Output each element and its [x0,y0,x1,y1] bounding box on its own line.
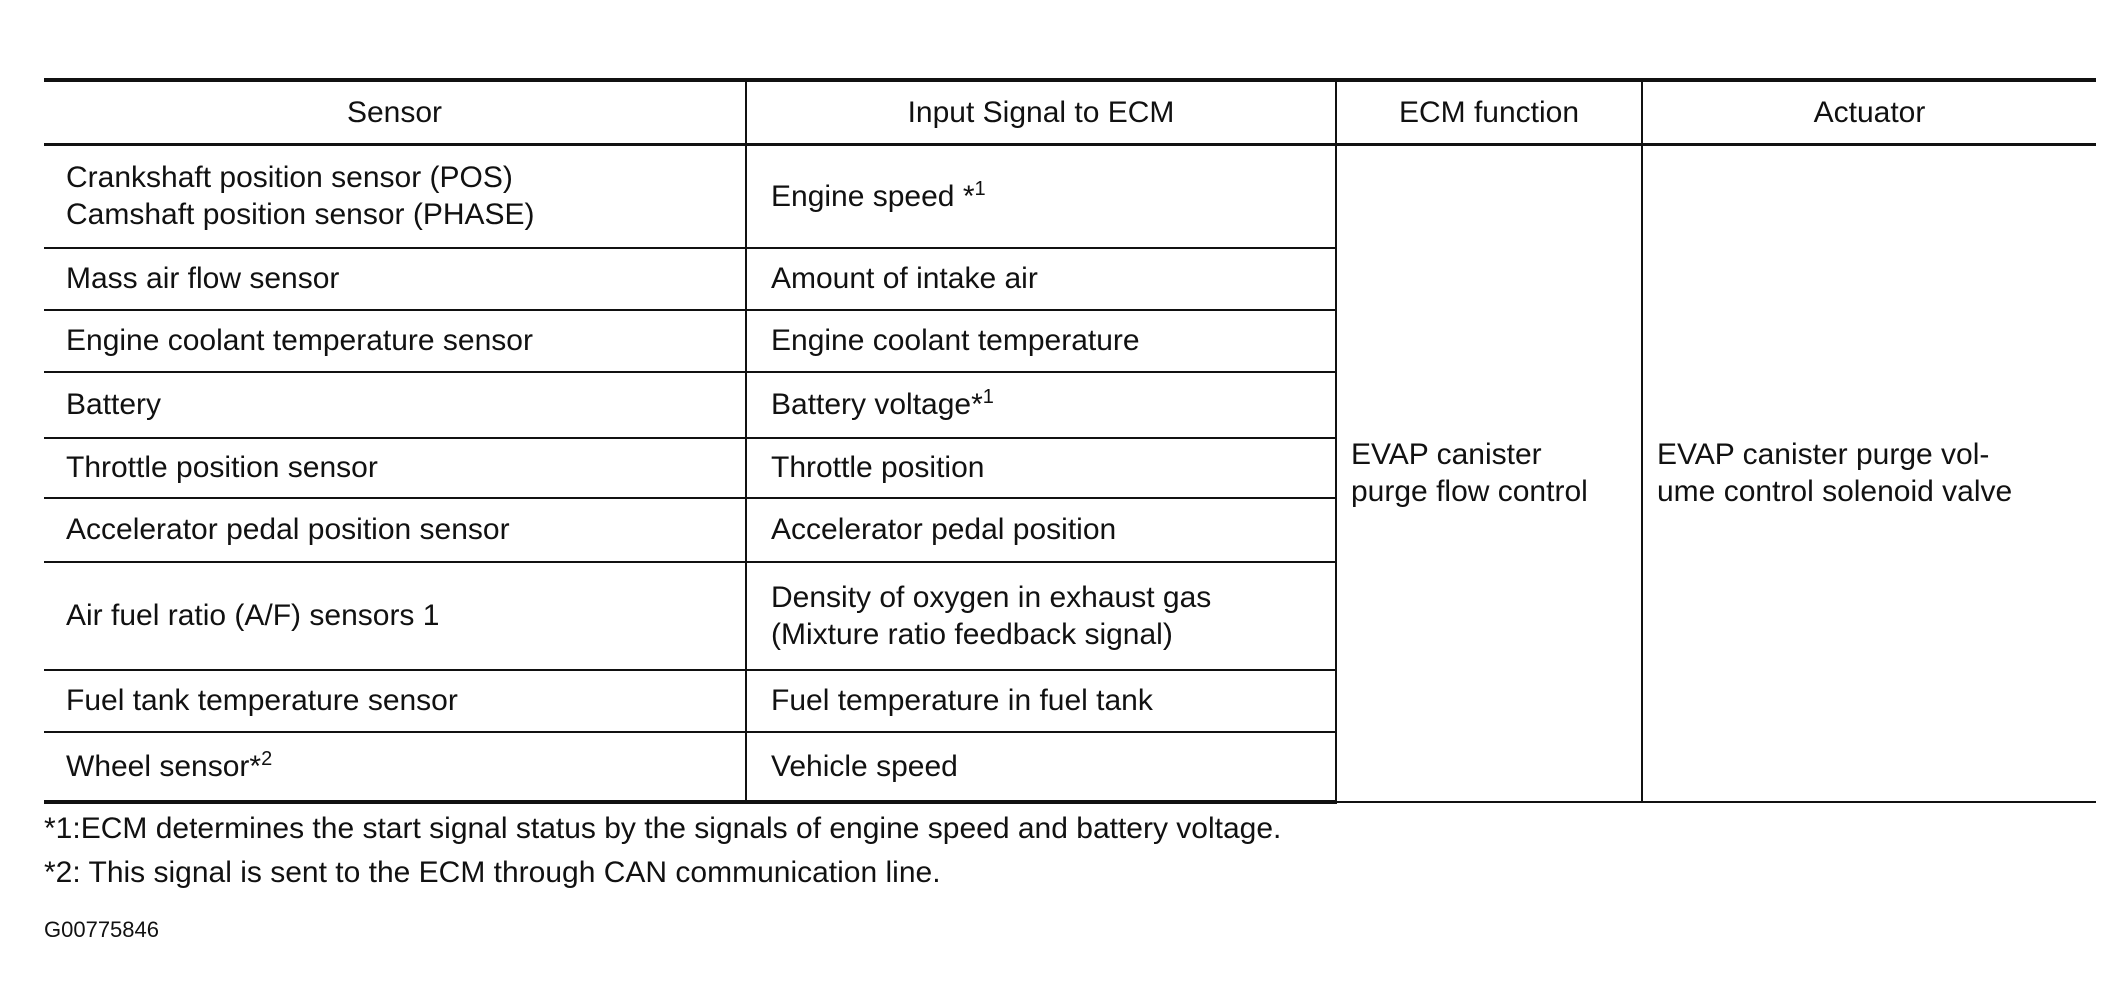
input-signal-cell: Fuel temperature in fuel tank [746,670,1336,732]
input-signal-cell: Vehicle speed [746,732,1336,802]
input-signal-text: Engine speed * [771,179,975,213]
actuator-text: EVAP canister purge vol- [1657,437,1990,471]
evap-control-spec-table [44,78,2096,804]
sensor-cell: Fuel tank temperature sensor [44,670,746,732]
figure-id: G00775846 [44,917,159,942]
actuator-text: ume control solenoid valve [1657,475,2013,509]
ecm-function-text: purge flow control [1351,475,1588,509]
input-signal-text: (Mixture ratio feedback signal) [771,618,1173,651]
input-signal-cell: Throttle position [746,438,1336,498]
input-signal-cell: Amount of intake air [746,248,1336,310]
sensor-cell: Battery [44,372,746,438]
table-header-row [44,80,2096,144]
header-input-signal: Input Signal to ECM [746,80,1336,144]
input-signal-text: Battery voltage* [771,388,983,422]
input-signal-text: Density of oxygen in exhaust gas [771,580,1212,614]
input-signal-cell: Accelerator pedal position [746,498,1336,562]
sensor-cell [44,144,746,248]
sensor-cell: Throttle position sensor [44,438,746,498]
footnote-marker: 1 [982,386,994,409]
sensor-cell: Accelerator pedal position sensor [44,498,746,562]
header-actuator: Actuator [1642,80,2096,144]
input-signal-cell [746,372,1336,438]
actuator-cell [1642,144,2096,802]
input-signal-cell [746,562,1336,670]
header-sensor: Sensor [44,80,746,144]
table-row [44,144,2096,248]
footnote-marker: 1 [974,177,986,200]
sensor-text: Crankshaft position sensor (POS) [66,160,513,194]
footnote-1: *1:ECM determines the start signal status by the signals of engine speed and battery voltage. [44,812,1282,845]
sensor-cell: Engine coolant temperature sensor [44,310,746,372]
input-signal-cell: Engine coolant temperature [746,310,1336,372]
footnote-marker: 2 [261,747,273,770]
sensor-text: Camshaft position sensor (PHASE) [66,198,535,232]
sensor-cell [44,732,746,802]
sensor-cell: Mass air flow sensor [44,248,746,310]
sensor-text: Wheel sensor* [66,749,262,783]
sensor-cell: Air fuel ratio (A/F) sensors 1 [44,562,746,670]
input-signal-cell [746,144,1336,248]
ecm-function-text: EVAP canister [1351,437,1542,471]
footnote-2: *2: This signal is sent to the ECM through CAN communication line. [44,856,941,889]
ecm-function-cell [1336,144,1642,802]
header-ecm-function: ECM function [1336,80,1642,144]
